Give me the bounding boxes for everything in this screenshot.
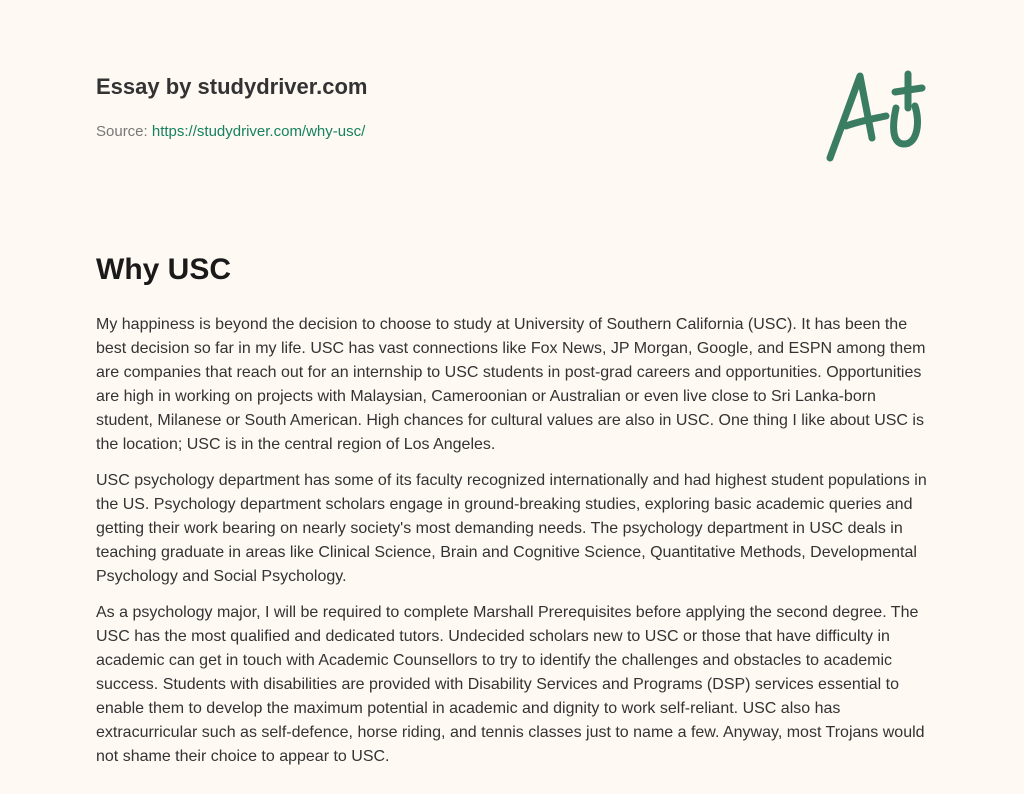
essay-paragraph: My happiness is beyond the decision to choose to study at University of Southern California (USC). It has been the best decision so far in my life. USC has vast connections like Fox News, JP Morgan, Google, and ESPN among them are companies that reach out for an internship to USC students in post-grad careers and opportunities. Opportunities are high in working on projects with Malaysian, Cameroonian or Australian or even live close to Sri Lanka-born student, Milanese or South American. High chances for cultural values are also in USC. One thing I like about USC is the location; USC is in the central region of Los Angeles. [96, 316, 926, 453]
essay-title: Why USC [96, 253, 231, 286]
essay-body [96, 313, 936, 781]
a-plus-logo-icon [820, 66, 930, 166]
source-label: Source: [96, 123, 148, 140]
source-link[interactable]: https://studydriver.com/why-usc/ [151, 123, 366, 140]
source-line [96, 123, 365, 140]
site-title: Essay by studydriver.com [96, 74, 368, 99]
essay-paragraph: As a psychology major, I will be required to complete Marshall Prerequisites before applying the second degree. The USC has the most qualified and dedicated tutors. Undecided scholars new to USC or those that have difficulty in academic can get in touch with Academic Counsellors to try to identify the challenges and obstacles to academic success. Students with disabilities are provided with Disability Services and Programs (DSP) services essential to enable them to develop the maximum potential in academic and dignity to work self-reliant. USC also has extracurricular such as self-defence, horse riding, and tennis classes just to name a few. Anyway, most Trojans would not shame their choice to appear to USC. [96, 604, 925, 765]
essay-paragraph: USC psychology department has some of its faculty recognized internationally and had highest student populations in the US. Psychology department scholars engage in ground-breaking studies, exploring basic academic queries and getting their work bearing on nearly society's most demanding needs. The psychology department in USC deals in teaching graduate in areas like Clinical Science, Brain and Cognitive Science, Quantitative Methods, Developmental Psychology and Social Psychology. [96, 472, 927, 585]
